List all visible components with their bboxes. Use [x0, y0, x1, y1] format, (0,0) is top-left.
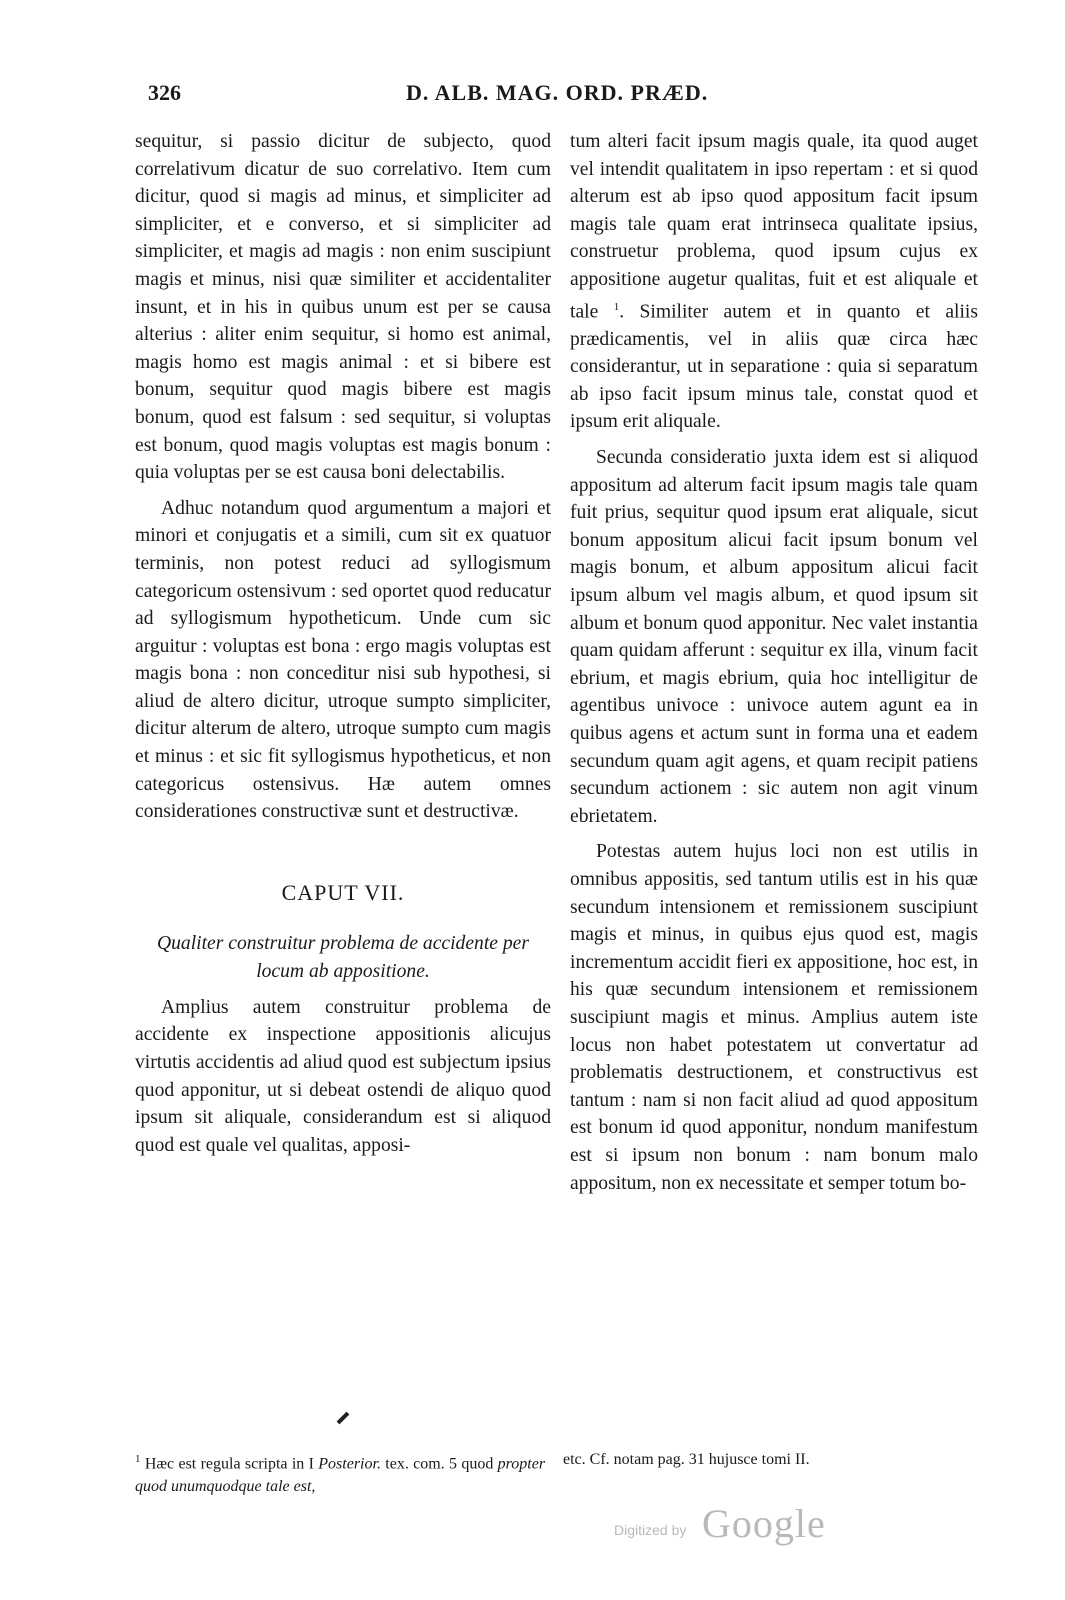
chapter-subtitle: Qualiter construitur problema de accidente per locum ab appositione.	[156, 932, 530, 982]
footnote-right: etc. Cf. notam pag. 31 hujusce tomi II.	[563, 1451, 810, 1468]
watermark-small: Digitized by	[614, 1522, 687, 1538]
body-paragraph: sequitur, si passio dicitur de subjecto, quod correlativum dicatur de suo correlativo. Item cum dicitur, quod si magis ad minus, et simpliciter ad simpliciter, et e converso, et si simpliciter ad simpliciter, et magis ad magis : non enim suscipiunt magis et minus, nisi quæ similiter et accidentaliter insunt, et in his in quibus unum est per se causa alterius : aliter enim sequitur, si homo est animal, magis homo est magis animal : et si bibere est bonum, sequitur quod magis bibere est magis bonum, quod est falsum : sed sequitur, si voluptas est bonum, quod magis voluptas est magis bonum : quia voluptas per se est causa boni delectabilis.	[135, 131, 551, 484]
page-number: 326	[148, 80, 181, 105]
footnote-reference: 1	[613, 300, 620, 313]
digitization-watermark	[614, 1500, 874, 1550]
google-logo: Google	[702, 1501, 826, 1546]
left-column	[135, 128, 551, 1159]
right-column	[570, 128, 978, 1197]
footnote-citation: propter quod unumquodque tale est,	[135, 1455, 546, 1496]
running-head	[148, 80, 978, 114]
body-paragraph: Secunda consideratio juxta idem est si aliquod appositum ad alterum facit ipsum magis tale quam fuit prius, sequitur quod ipsum erat aliquale, sicut bonum appositum alicui facit ipsum bonum vel magis bonum, et album appositum alicui facit ipsum album vel magis album, et quod ipsum sit album et bonum quod apponitur. Nec valet instantia quam quidam afferunt : sequitur ex illa, vinum facit ebrium, et magis ebrium, quia hoc intelligitur de agentibus univoce : univoce autem agunt ea in quibus agens et actum sunt in forma una et eadem secundum quam agit agens, et quam recipit patiens secundum actionem : sic autem non agit vinum ebrietatem.	[570, 447, 978, 827]
body-paragraph: Amplius autem construitur problema de accidente ex inspectione appositionis alicujus virtutis accidentis ad aliud quod est subjectum ipsius quod apponitur, ut si debeat ostendi de aliquo quod ipsum sit aliquale, considerandum est si aliquod quod est quale vel qualitas, apposi-	[135, 996, 551, 1156]
paragraph-text: . Similiter autem et in quanto et aliis prædicamentis, vel in aliis quæ circa hæc considerantur, ut in separatione : quia si separatum ab ipso facit ipsum minus tale, constat quod et ipsum erit aliquale.	[570, 301, 978, 433]
body-paragraph	[570, 128, 978, 436]
chapter-heading: CAPUT VII.	[281, 879, 405, 905]
body-paragraph: Potestas autem hujus loci non est utilis in omnibus appositis, sed tantum utilis est in his quæ secundum intensionem et remissionem suscipiunt magis et minus, in quibus ejus quod est, magis incrementum accidit fieri ex appositione, hoc est, in his quæ secundum intensionem et remissionem suscipiunt magis et minus. Amplius autem iste locus non habet potestatem ut convertatur ad problematis destructionem, et constructivus est tantum : nam si non facit aliud ad quod appositum est bonum id quod apponitur, nondum manifestum est si ipsum non bonum : nam bonum malo appositum, non ex necessitate et semper totum bo-	[570, 841, 978, 1194]
footnote-text: tex. com. 5 quod	[385, 1455, 494, 1473]
paragraph-text: tum alteri facit ipsum magis quale, ita quod auget vel intendit qualitatem in ipso repertam : et si quod alterum est ab ipso quod appositum facit ipsum magis tale quam erat intrinseca qualitate ipsius, construetur problema, quod ipsum cujus ex appositione augetur qualitas, fuit et est aliquale et tale	[570, 131, 978, 323]
body-paragraph: Adhuc notandum quod argumentum a majori et minori et conjugatis et a simili, cum sit ex quatuor terminis, non potest reduci ad syllogismum categoricum ostensivum : sed oportet quod reducatur ad syllogismum hypotheticum. Unde cum sic arguitur : voluptas est bona : ergo magis voluptas est magis bona : non conceditur nisi sub hypothesi, si aliud de altero dicitur, utroque sumpto simpliciter, dicitur alterum de altero, utroque sumpto cum magis et minus : et sic fit syllogismus hypotheticus, et non categoricus ostensivus. Hæ autem omnes considerationes constructivæ sunt et destructivæ.	[135, 497, 551, 823]
footnote-marker: 1	[135, 1453, 141, 1465]
footnote-left	[135, 1448, 545, 1498]
footnote-text: Hæc est regula scripta in I	[144, 1455, 314, 1473]
running-title: D. ALB. MAG. ORD. PRÆD.	[406, 80, 709, 105]
pencil-mark	[337, 1412, 350, 1425]
footnote-citation: Posterior.	[318, 1455, 381, 1473]
